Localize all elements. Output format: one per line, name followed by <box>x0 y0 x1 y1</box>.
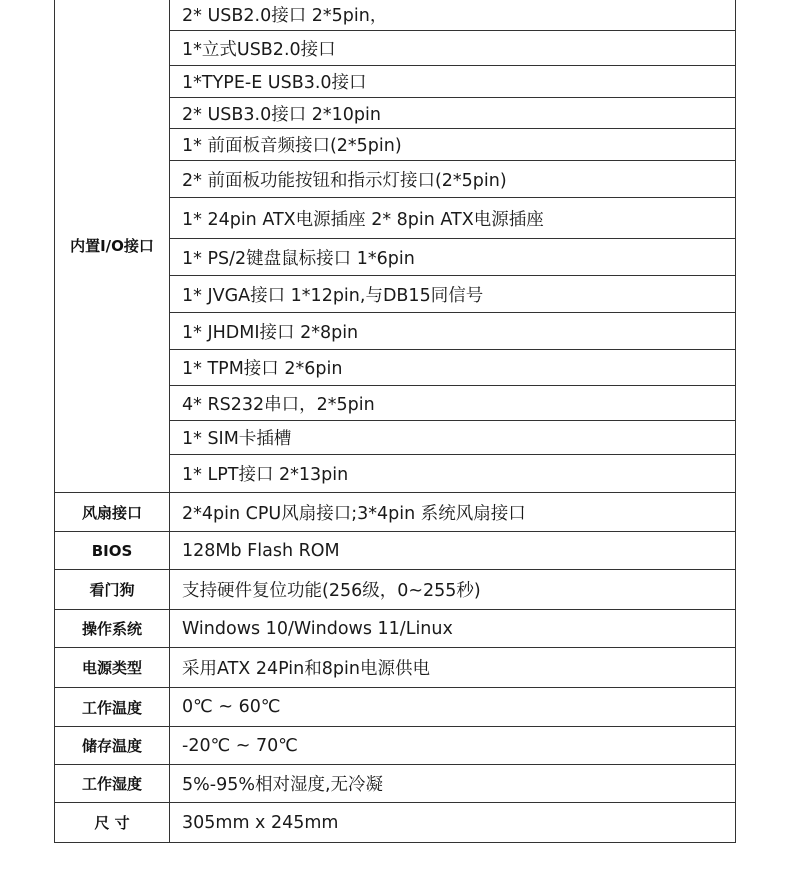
spec-label: 风扇接口 <box>55 493 170 532</box>
spec-value: Windows 10/Windows 11/Linux <box>170 610 736 648</box>
io-item: 1* SIM卡插槽 <box>170 421 736 455</box>
spec-row <box>55 570 736 610</box>
spec-label: 工作温度 <box>55 688 170 727</box>
spec-label: 看门狗 <box>55 570 170 610</box>
spec-value: 5%-95%相对湿度,无冷凝 <box>170 765 736 803</box>
spec-row <box>55 648 736 688</box>
io-item: 1* TPM接口 2*6pin <box>170 350 736 386</box>
spec-value: -20℃ ~ 70℃ <box>170 727 736 765</box>
io-item: 1* PS/2键盘鼠标接口 1*6pin <box>170 239 736 276</box>
io-item: 4* RS232串口，2*5pin <box>170 386 736 421</box>
io-item: 1* 24pin ATX电源插座 2* 8pin ATX电源插座 <box>170 198 736 239</box>
spec-row <box>55 532 736 570</box>
io-item: 2* USB2.0接口 2*5pin， <box>170 0 736 31</box>
io-item: 2* 前面板功能按钮和指示灯接口(2*5pin) <box>170 161 736 198</box>
spec-row <box>55 803 736 843</box>
io-row <box>55 0 736 31</box>
spec-value: 0℃ ~ 60℃ <box>170 688 736 727</box>
spec-label: 操作系统 <box>55 610 170 648</box>
spec-label: 电源类型 <box>55 648 170 688</box>
spec-row <box>55 610 736 648</box>
spec-label: BIOS <box>55 532 170 570</box>
spec-row <box>55 493 736 532</box>
io-item: 1* JHDMI接口 2*8pin <box>170 313 736 350</box>
spec-value: 128Mb Flash ROM <box>170 532 736 570</box>
io-item: 2* USB3.0接口 2*10pin <box>170 98 736 129</box>
spec-row <box>55 765 736 803</box>
io-item: 1* 前面板音频接口(2*5pin) <box>170 129 736 161</box>
io-label: 内置I/O接口 <box>55 0 170 493</box>
spec-row <box>55 727 736 765</box>
spec-row <box>55 688 736 727</box>
io-item: 1* LPT接口 2*13pin <box>170 455 736 493</box>
spec-table <box>54 0 736 843</box>
spec-value: 2*4pin CPU风扇接口;3*4pin 系统风扇接口 <box>170 493 736 532</box>
spec-value: 305mm x 245mm <box>170 803 736 843</box>
io-item: 1*TYPE-E USB3.0接口 <box>170 66 736 98</box>
spec-label: 工作湿度 <box>55 765 170 803</box>
io-item: 1*立式USB2.0接口 <box>170 31 736 66</box>
spec-label: 储存温度 <box>55 727 170 765</box>
spec-label: 尺 寸 <box>55 803 170 843</box>
io-item: 1* JVGA接口 1*12pin,与DB15同信号 <box>170 276 736 313</box>
spec-value: 采用ATX 24Pin和8pin电源供电 <box>170 648 736 688</box>
spec-value: 支持硬件复位功能(256级，0~255秒) <box>170 570 736 610</box>
